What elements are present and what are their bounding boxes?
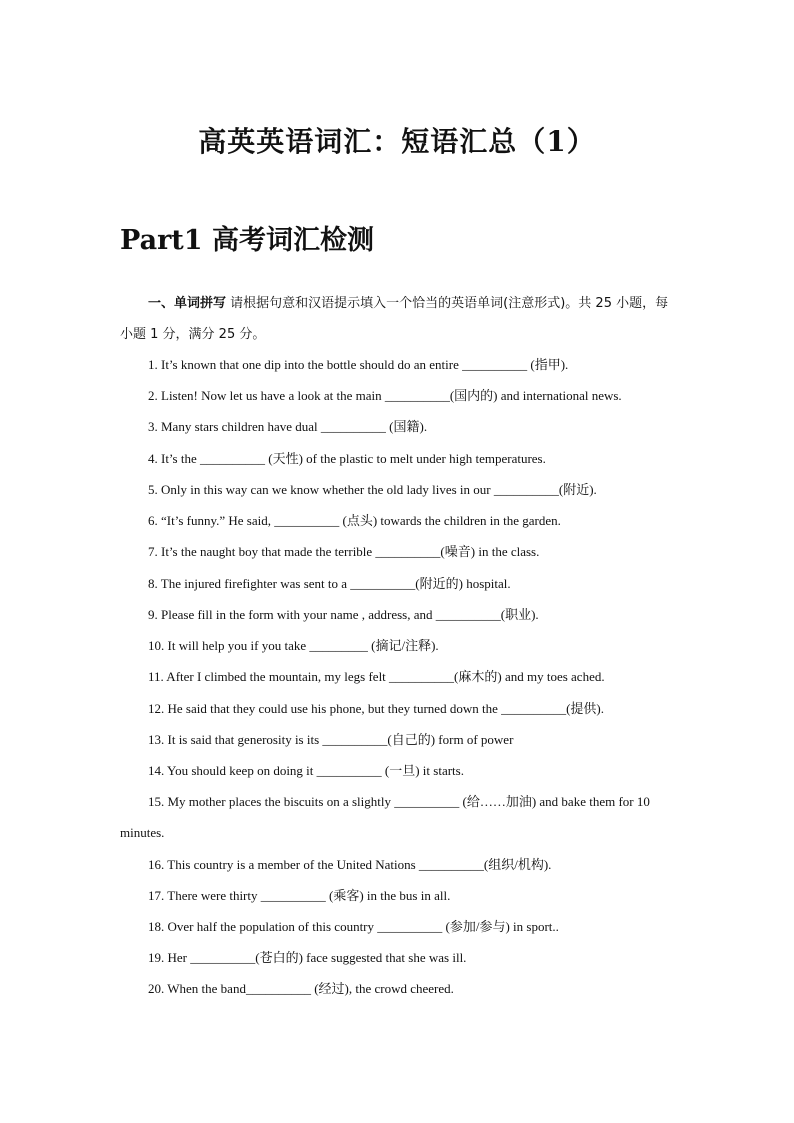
question-item: 15. My mother places the biscuits on a slightly __________ (给……加油) and bake them for 10 minutes. — [120, 794, 650, 840]
question-item: 13. It is said that generosity is its __________(自己的) form of power — [148, 732, 514, 747]
question-item: 3. Many stars children have dual __________ (国籍). — [148, 419, 428, 434]
question-item: 14. You should keep on doing it __________ (一旦) it starts. — [148, 763, 464, 778]
section-instructions — [120, 288, 680, 350]
question-item: 2. Listen! Now let us have a look at the main __________(国内的) and international news. — [148, 388, 622, 403]
question-item: 9. Please fill in the form with your name , address, and __________(职业). — [148, 607, 539, 622]
question-item: 5. Only in this way can we know whether the old lady lives in our __________(附近). — [148, 482, 597, 497]
question-item: 11. After I climbed the mountain, my legs felt __________(麻木的) and my toes ached. — [148, 669, 605, 684]
question-item: 12. He said that they could use his phone, but they turned down the __________(提供). — [148, 701, 605, 716]
question-item: 6. “It’s funny.” He said, __________ (点头) towards the children in the garden. — [148, 513, 561, 528]
question-item: 19. Her __________(苍白的) face suggested that she was ill. — [148, 950, 467, 965]
question-item: 17. There were thirty __________ (乘客) in the bus in all. — [148, 888, 451, 903]
question-item: 4. It’s the __________ (天性) of the plastic to melt under high temperatures. — [148, 451, 546, 466]
question-item: 18. Over half the population of this country __________ (参加/参与) in sport.. — [148, 919, 559, 934]
section-instruction-text: 请根据句意和汉语提示填入一个恰当的英语单词(注意形式)。共 25 小题，每小题 1 分，满分 25 分。 — [120, 296, 669, 342]
question-item: 8. The injured firefighter was sent to a __________(附近的) hospital. — [148, 576, 511, 591]
question-item: 16. This country is a member of the United Nations __________(组织/机构). — [148, 857, 552, 872]
question-item: 1. It’s known that one dip into the bottle should do an entire __________ (指甲). — [148, 357, 569, 372]
part-heading: Part1 高考词汇检测 — [120, 225, 374, 256]
document-title: 高英英语词汇：短语汇总（1） — [198, 125, 596, 158]
question-item: 7. It’s the naught boy that made the terrible __________(噪音) in the class. — [148, 544, 540, 559]
section-label: 一、单词拼写 — [148, 296, 227, 311]
question-item: 20. When the band__________ (经过), the crowd cheered. — [148, 981, 454, 996]
question-item: 10. It will help you if you take _________ (摘记/注释). — [148, 638, 439, 653]
